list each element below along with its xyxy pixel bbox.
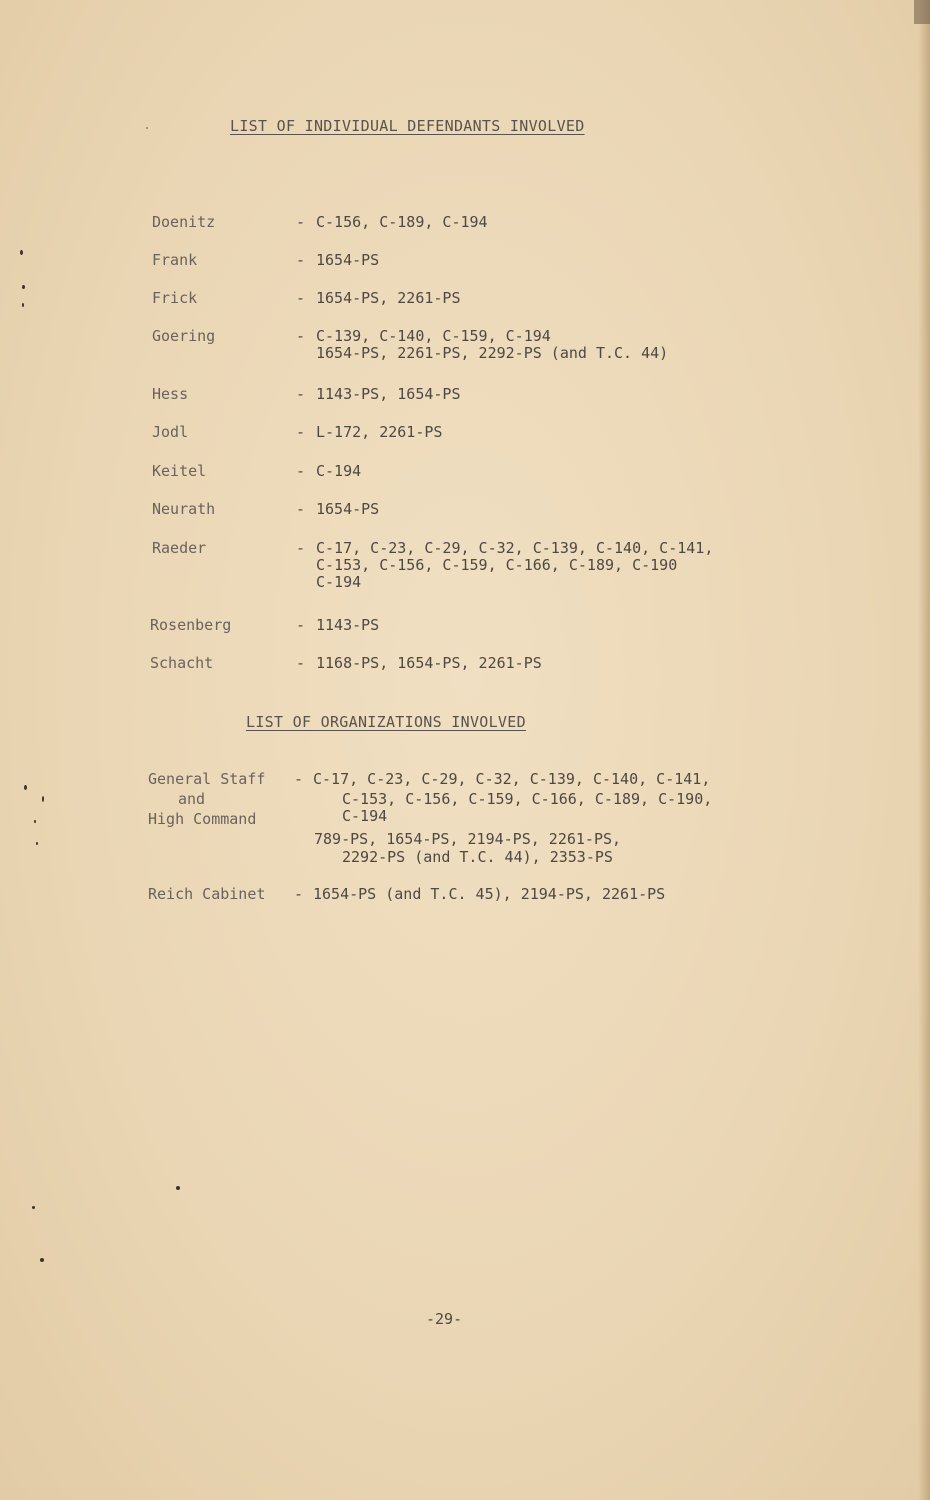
page-number: -29- (426, 1310, 463, 1328)
defendant-name: Frank (152, 251, 198, 269)
scan-speck (34, 820, 36, 823)
scan-speck (20, 250, 23, 255)
document-references-ps: 789-PS, 1654-PS, 2194-PS, 2261-PS, (314, 830, 622, 848)
organization-name: Reich Cabinet (148, 885, 266, 903)
document-references: C-17, C-23, C-29, C-32, C-139, C-140, C-141, C-153, C-156, C-159, C-166, C-189, C-190 C-194 (316, 539, 714, 591)
scan-speck (40, 1258, 44, 1262)
document-references: L-172, 2261-PS (316, 423, 443, 441)
separator-dash: - (296, 213, 306, 231)
defendant-name: Rosenberg (150, 616, 232, 634)
document-references: 1654-PS (316, 500, 380, 518)
scan-speck (146, 127, 148, 129)
document-references: 1654-PS (and T.C. 45), 2194-PS, 2261-PS (313, 885, 666, 903)
defendant-name: Schacht (150, 654, 214, 672)
page-edge-shadow (918, 0, 930, 1500)
defendant-name: Hess (152, 385, 189, 403)
heading-organizations: LIST OF ORGANIZATIONS INVOLVED (246, 713, 526, 731)
organization-name: General Staff (148, 770, 266, 788)
defendant-name: Doenitz (152, 213, 216, 231)
scan-speck (24, 785, 27, 790)
document-references: C-194 (316, 462, 362, 480)
scan-speck (22, 303, 24, 307)
separator-dash: - (296, 654, 306, 672)
document-references-continued: C-153, C-156, C-159, C-166, C-189, C-190, C-194 (342, 790, 713, 825)
document-references: 1143-PS (316, 616, 380, 634)
scan-speck (36, 842, 38, 845)
defendant-name: Jodl (152, 423, 189, 441)
document-references-ps-continued: 2292-PS (and T.C. 44), 2353-PS (342, 848, 613, 866)
organization-name-line3: High Command (148, 810, 257, 828)
defendant-name: Neurath (152, 500, 216, 518)
separator-dash: - (296, 539, 306, 557)
separator-dash: - (296, 462, 306, 480)
document-references: 1654-PS, 2261-PS (316, 289, 461, 307)
separator-dash: - (296, 500, 306, 518)
defendant-name: Raeder (152, 539, 207, 557)
document-references: 1143-PS, 1654-PS (316, 385, 461, 403)
page-corner-mark (914, 0, 930, 24)
organization-name-and: and (178, 790, 206, 808)
separator-dash: - (296, 616, 306, 634)
separator-dash: - (296, 385, 306, 403)
scan-speck (176, 1186, 180, 1190)
heading-individual-defendants: LIST OF INDIVIDUAL DEFENDANTS INVOLVED (230, 117, 585, 135)
separator-dash: - (296, 327, 306, 345)
defendant-name: Frick (152, 289, 198, 307)
scan-speck (32, 1206, 35, 1209)
scan-speck (42, 796, 44, 802)
document-references: C-17, C-23, C-29, C-32, C-139, C-140, C-141, (313, 770, 711, 788)
separator-dash: - (294, 885, 304, 903)
document-references: 1654-PS (316, 251, 380, 269)
document-references: C-156, C-189, C-194 (316, 213, 488, 231)
separator-dash: - (296, 423, 306, 441)
defendant-name: Keitel (152, 462, 207, 480)
separator-dash: - (296, 289, 306, 307)
separator-dash: - (296, 251, 306, 269)
defendant-name: Goering (152, 327, 216, 345)
document-references: 1168-PS, 1654-PS, 2261-PS (316, 654, 542, 672)
scan-speck (22, 285, 25, 289)
document-references: C-139, C-140, C-159, C-194 1654-PS, 2261-PS, 2292-PS (and T.C. 44) (316, 327, 669, 362)
separator-dash: - (294, 770, 304, 788)
